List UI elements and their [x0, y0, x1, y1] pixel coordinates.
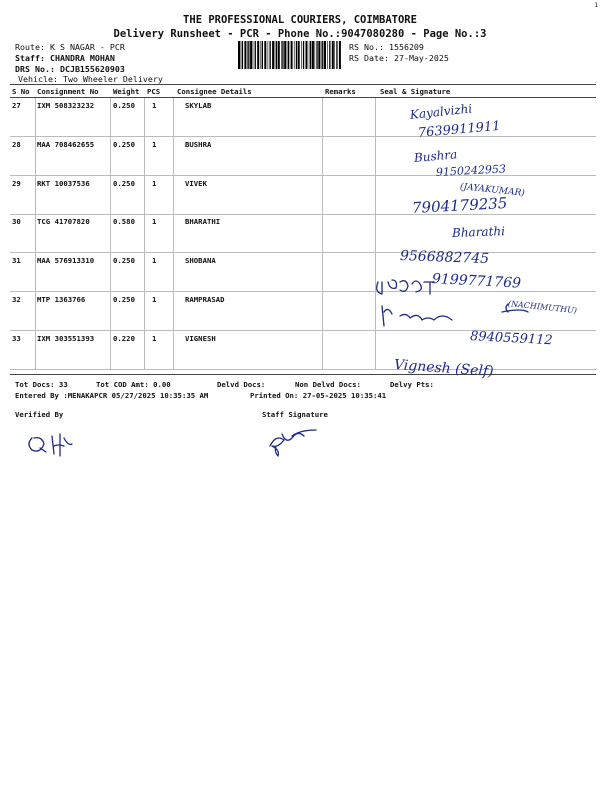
row-weight: 0.250 — [113, 140, 135, 149]
barcode-bar — [257, 41, 259, 69]
barcode-bar — [287, 41, 288, 69]
column-divider — [144, 137, 145, 175]
row-sno: 28 — [12, 140, 21, 149]
row-consignment-no: MAA 576913310 — [37, 256, 95, 265]
row-consignee: VIVEK — [185, 179, 207, 188]
total-docs: Tot Docs: 33 — [15, 380, 68, 389]
row-pcs: 1 — [152, 217, 157, 226]
barcode-bar — [306, 41, 308, 69]
row-sno: 30 — [12, 217, 21, 226]
barcode-bar — [303, 41, 304, 69]
barcode-bar — [298, 41, 300, 69]
column-divider — [144, 331, 145, 369]
drs-number: DRS No.: DCJB155620903 — [15, 64, 125, 74]
barcode-bar — [315, 41, 316, 69]
handwritten-signature: Kayalvizhi — [409, 101, 473, 122]
column-divider — [173, 137, 174, 175]
barcode-bar — [281, 41, 282, 69]
row-sno: 32 — [12, 295, 21, 304]
route-info: Route: K S NAGAR - PCR — [15, 42, 125, 52]
column-divider — [375, 292, 376, 330]
row-weight: 0.250 — [113, 101, 135, 110]
row-consignment-no: IXM 508323232 — [37, 101, 95, 110]
barcode-bar — [272, 41, 274, 69]
row-consignee: BUSHRA — [185, 140, 212, 149]
barcode-bar — [253, 41, 254, 69]
row-consignee: RAMPRASAD — [185, 295, 225, 304]
barcode-bar — [322, 41, 323, 69]
barcode-bar — [262, 41, 263, 69]
handwritten-phone: 7904179235 — [411, 194, 508, 217]
col-remarks: Remarks — [325, 87, 356, 96]
column-divider — [322, 137, 323, 175]
column-divider — [322, 98, 323, 136]
barcode-bar — [312, 41, 314, 69]
column-divider — [144, 253, 145, 291]
vehicle-info: Vehicle: Two Wheeler Delivery — [18, 74, 163, 84]
column-divider — [110, 214, 111, 252]
col-weight: Weight — [113, 87, 140, 96]
column-divider — [375, 137, 376, 175]
staff-info: Staff: CHANDRA MOHAN — [15, 53, 115, 63]
table-top-rule — [10, 84, 596, 85]
handwritten-signature: (NACHIMUTHU) — [507, 299, 578, 316]
table-row — [10, 214, 596, 253]
barcode-bar — [244, 41, 246, 69]
staff-signature-label: Staff Signature — [262, 410, 328, 419]
barcode-bar — [278, 41, 280, 69]
row-consignment-no: TCG 41707820 — [37, 217, 90, 226]
barcode-image — [238, 41, 342, 69]
table-row — [10, 292, 596, 331]
barcode-bar — [288, 41, 289, 69]
row-sno: 27 — [12, 101, 21, 110]
barcode-bar — [270, 41, 271, 69]
row-pcs: 1 — [152, 140, 157, 149]
handwritten-signature: Bharathi — [451, 224, 506, 240]
document-title: THE PROFESSIONAL COURIERS, COIMBATORE — [183, 14, 417, 26]
barcode-bar — [310, 41, 311, 69]
barcode-bar — [316, 41, 317, 69]
barcode-bar — [250, 41, 252, 69]
col-seal-signature: Seal & Signature — [380, 87, 451, 96]
column-divider — [144, 98, 145, 136]
column-divider — [173, 98, 174, 136]
barcode-bar — [329, 41, 330, 69]
col-sno: S No — [12, 87, 30, 96]
column-divider — [110, 176, 111, 214]
column-divider — [173, 214, 174, 252]
column-divider — [173, 292, 174, 330]
column-divider — [375, 98, 376, 136]
column-divider — [322, 214, 323, 252]
row-weight: 0.580 — [113, 217, 135, 226]
barcode-bar — [334, 41, 335, 69]
row-consignee: SKYLAB — [185, 101, 212, 110]
barcode-bar — [291, 41, 293, 69]
column-divider — [110, 253, 111, 291]
column-divider — [322, 331, 323, 369]
col-pcs: PCS — [147, 87, 161, 96]
row-consignment-no: IXM 303551393 — [37, 334, 95, 343]
printed-on: Printed On: 27-05-2025 10:35:41 — [250, 391, 387, 400]
column-divider — [173, 253, 174, 291]
barcode-bar — [318, 41, 320, 69]
column-divider — [375, 253, 376, 291]
column-divider — [173, 331, 174, 369]
barcode-bar — [248, 41, 249, 69]
table-bottom-rule — [10, 374, 596, 375]
handwritten-phone: 7639911911 — [417, 118, 502, 141]
row-consignee: SHOBANA — [185, 256, 216, 265]
table-header — [10, 87, 596, 97]
row-weight: 0.250 — [113, 295, 135, 304]
column-divider — [35, 331, 36, 369]
handwritten-signature: (JAYAKUMAR) — [459, 182, 526, 199]
col-consignment: Consignment No — [37, 87, 99, 96]
barcode-bar — [276, 41, 277, 69]
column-divider — [35, 137, 36, 175]
handwritten-phone: 9199771769 — [431, 271, 522, 292]
column-divider — [144, 176, 145, 214]
column-divider — [322, 176, 323, 214]
row-weight: 0.250 — [113, 179, 135, 188]
column-divider — [173, 176, 174, 214]
barcode-bar — [296, 41, 297, 69]
barcode-bar — [275, 41, 276, 69]
row-consignee: VIGNESH — [185, 334, 216, 343]
row-consignee: BHARATHI — [185, 217, 221, 226]
column-divider — [110, 137, 111, 175]
barcode-bar — [247, 41, 248, 69]
column-divider — [375, 331, 376, 369]
row-pcs: 1 — [152, 334, 157, 343]
handwritten-signature: Bushra — [413, 147, 458, 165]
barcode-bar — [264, 41, 266, 69]
rs-number: RS No.: 1556209 — [349, 42, 424, 52]
barcode-bar — [324, 41, 326, 69]
delivery-points: Delvy Pts: — [390, 380, 434, 389]
barcode-bar — [339, 41, 341, 69]
verified-by-signature — [29, 434, 72, 456]
corner-page-mark: 1 — [594, 2, 598, 9]
barcode-bar — [261, 41, 262, 69]
column-divider — [375, 214, 376, 252]
row-consignment-no: MTP 1363766 — [37, 295, 86, 304]
barcode-bar — [321, 41, 322, 69]
handwritten-phone: 9566882745 — [399, 248, 490, 268]
row-consignment-no: RKT 10037536 — [37, 179, 90, 188]
column-divider — [322, 253, 323, 291]
column-divider — [110, 292, 111, 330]
barcode-bar — [301, 41, 302, 69]
column-divider — [35, 292, 36, 330]
column-divider — [35, 176, 36, 214]
barcode-bar — [242, 41, 243, 69]
row-pcs: 1 — [152, 295, 157, 304]
table-row — [10, 137, 596, 176]
row-sno: 31 — [12, 256, 21, 265]
barcode-bar — [336, 41, 337, 69]
barcode-bar — [332, 41, 334, 69]
row-pcs: 1 — [152, 101, 157, 110]
row-weight: 0.250 — [113, 256, 135, 265]
barcode-bar — [309, 41, 310, 69]
table-row — [10, 98, 596, 137]
col-consignee: Consignee Details — [177, 87, 252, 96]
barcode-bar — [238, 41, 240, 69]
barcode-bar — [282, 41, 283, 69]
barcode-bar — [294, 41, 295, 69]
barcode-bar — [327, 41, 328, 69]
document-subtitle: Delivery Runsheet - PCR - Phone No.:9047080280 - Page No.:3 — [113, 28, 487, 40]
handwritten-phone: 8940559112 — [469, 329, 553, 349]
verified-by-label: Verified By — [15, 410, 64, 419]
column-divider — [322, 292, 323, 330]
column-divider — [35, 214, 36, 252]
column-divider — [144, 214, 145, 252]
column-divider — [375, 176, 376, 214]
non-delivered-docs: Non Delvd Docs: — [295, 380, 361, 389]
total-cod-amount: Tot COD Amt: 0.00 — [96, 380, 171, 389]
staff-signature-mark — [270, 430, 316, 456]
row-sno: 33 — [12, 334, 21, 343]
row-consignment-no: MAA 708462655 — [37, 140, 95, 149]
column-divider — [35, 98, 36, 136]
row-pcs: 1 — [152, 256, 157, 265]
barcode-bar — [284, 41, 286, 69]
column-divider — [110, 98, 111, 136]
barcode-bar — [241, 41, 242, 69]
row-pcs: 1 — [152, 179, 157, 188]
row-sno: 29 — [12, 179, 21, 188]
handwritten-signature: Vignesh (Self) — [393, 357, 495, 380]
rs-date: RS Date: 27-May-2025 — [349, 53, 449, 63]
column-divider — [35, 253, 36, 291]
handwritten-phone: 9150242953 — [435, 162, 507, 179]
column-divider — [144, 292, 145, 330]
barcode-bar — [268, 41, 269, 69]
row-weight: 0.220 — [113, 334, 135, 343]
entered-by: Entered By :MENAKAPCR 05/27/2025 10:35:35 AM — [15, 391, 209, 400]
delivered-docs: Delvd Docs: — [217, 380, 266, 389]
column-divider — [110, 331, 111, 369]
barcode-bar — [255, 41, 256, 69]
